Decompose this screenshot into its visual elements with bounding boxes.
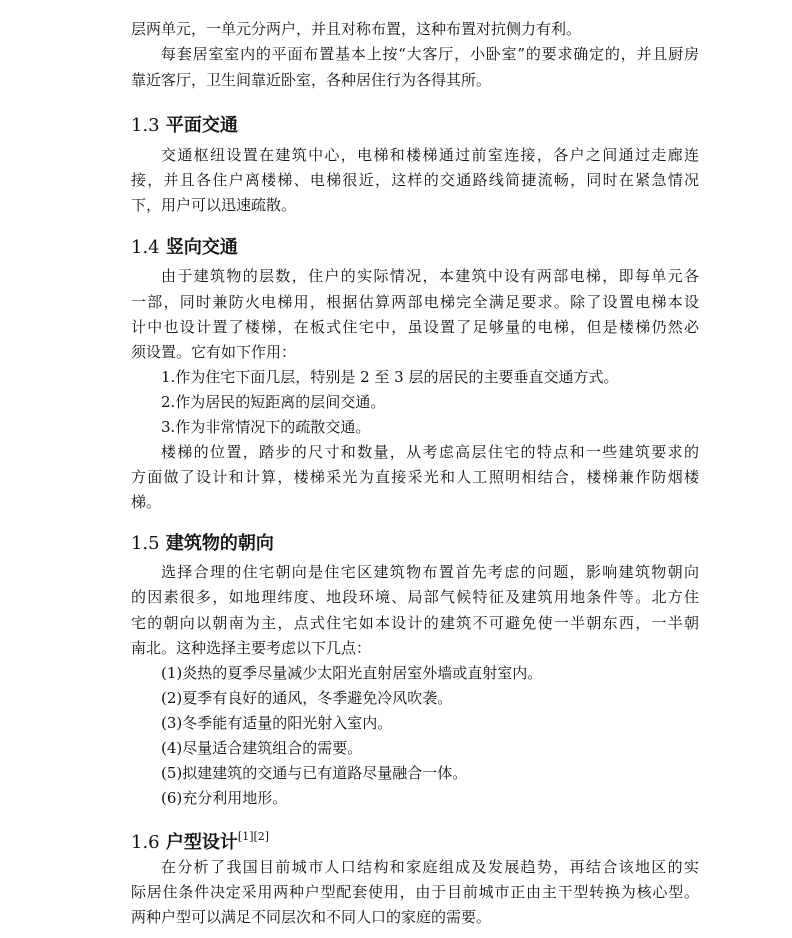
paragraph-line: 靠近客厅，卫生间靠近卧室，各种居住行为各得其所。 <box>131 71 492 89</box>
paragraph-line: 层两单元，一单元分两户，并且对称布置，这种布置对抗侧力有利。 <box>131 20 582 38</box>
section-number: 1.3 <box>131 115 160 136</box>
paragraph-line: 两种户型可以满足不同层次和不同人口的家庭的需要。 <box>131 908 492 926</box>
list-item: 3.作为非常情况下的疏散交通。 <box>161 418 371 436</box>
paragraph-line: 选择合理的住宅朝向是住宅区建筑物布置首先考虑的问题，影响建筑物朝向 <box>161 563 699 581</box>
list-item: 2.作为居民的短距离的层间交通。 <box>161 393 386 411</box>
section-number: 1.5 <box>131 533 160 554</box>
paragraph-line: 由于建筑物的层数，住户的实际情况，本建筑中设有两部电梯，即每单元各 <box>161 267 699 285</box>
section-heading-1-5 <box>131 533 274 555</box>
section-heading-1-6 <box>131 826 269 854</box>
paragraph-line: 的因素很多，如地理纬度、地段环境、局部气候特征及建筑用地条件等。北方住 <box>131 588 699 606</box>
paragraph-line: 南北。这种选择主要考虑以下几点： <box>131 639 372 657</box>
section-title: 平面交通 <box>165 115 238 136</box>
section-number: 1.4 <box>131 237 160 258</box>
list-item: (1)炎热的夏季尽量减少太阳光直射居室外墙或直射室内。 <box>161 664 543 682</box>
section-heading-1-3 <box>131 115 238 137</box>
list-item: (6)充分利用地形。 <box>161 789 288 807</box>
paragraph-line: 下，用户可以迅速疏散。 <box>131 196 297 214</box>
paragraph-line: 一部，同时兼防火电梯用，根据估算两部电梯完全满足要求。除了设置电梯本设 <box>131 293 699 311</box>
section-title: 建筑物的朝向 <box>165 533 274 554</box>
list-item: (4)尽量适合建筑组合的需要。 <box>161 739 363 757</box>
paragraph-line: 际居住条件决定采用两种户型配套使用，由于目前城市正由主干型转换为核心型。 <box>131 883 699 901</box>
paragraph-line: 计中也设计置了楼梯，在板式住宅中，虽设置了足够量的电梯，但是楼梯仍然必 <box>131 318 699 336</box>
section-title: 户型设计 <box>165 832 238 853</box>
paragraph-line: 交通枢纽设置在建筑中心，电梯和楼梯通过前室连接，各户之间通过走廊连 <box>161 146 699 164</box>
section-heading-1-4 <box>131 237 238 259</box>
section-number: 1.6 <box>131 832 160 853</box>
reference-superscript: [1][2] <box>237 830 270 843</box>
list-item: (2)夏季有良好的通风，冬季避免冷风吹袭。 <box>161 689 453 707</box>
paragraph-line: 方面做了设计和计算，楼梯采光为直接采光和人工照明相结合，楼梯兼作防烟楼 <box>131 468 699 486</box>
paragraph-line: 梯。 <box>131 493 162 511</box>
paragraph-line: 每套居室室内的平面布置基本上按“大客厅，小卧室”的要求确定的，并且厨房 <box>161 45 699 63</box>
paragraph-line: 宅的朝向以朝南为主，点式住宅如本设计的建筑不可避免使一半朝东西，一半朝 <box>131 614 699 632</box>
paragraph-line: 在分析了我国目前城市人口结构和家庭组成及发展趋势，再结合该地区的实 <box>161 858 699 876</box>
list-item: (3)冬季能有适量的阳光射入室内。 <box>161 714 393 732</box>
list-item: 1.作为住宅下面几层，特别是 2 至 3 层的居民的主要垂直交通方式。 <box>161 368 619 386</box>
list-item: (5)拟建建筑的交通与已有道路尽量融合一体。 <box>161 764 468 782</box>
paragraph-line: 楼梯的位置，踏步的尺寸和数量，从考虑高层住宅的特点和一些建筑要求的 <box>161 443 699 461</box>
paragraph-line: 须设置。它有如下作用： <box>131 343 297 361</box>
paragraph-line: 接，并且各住户离楼梯、电梯很近，这样的交通路线简捷流畅，同时在紧急情况 <box>131 171 699 189</box>
section-title: 竖向交通 <box>165 237 238 258</box>
